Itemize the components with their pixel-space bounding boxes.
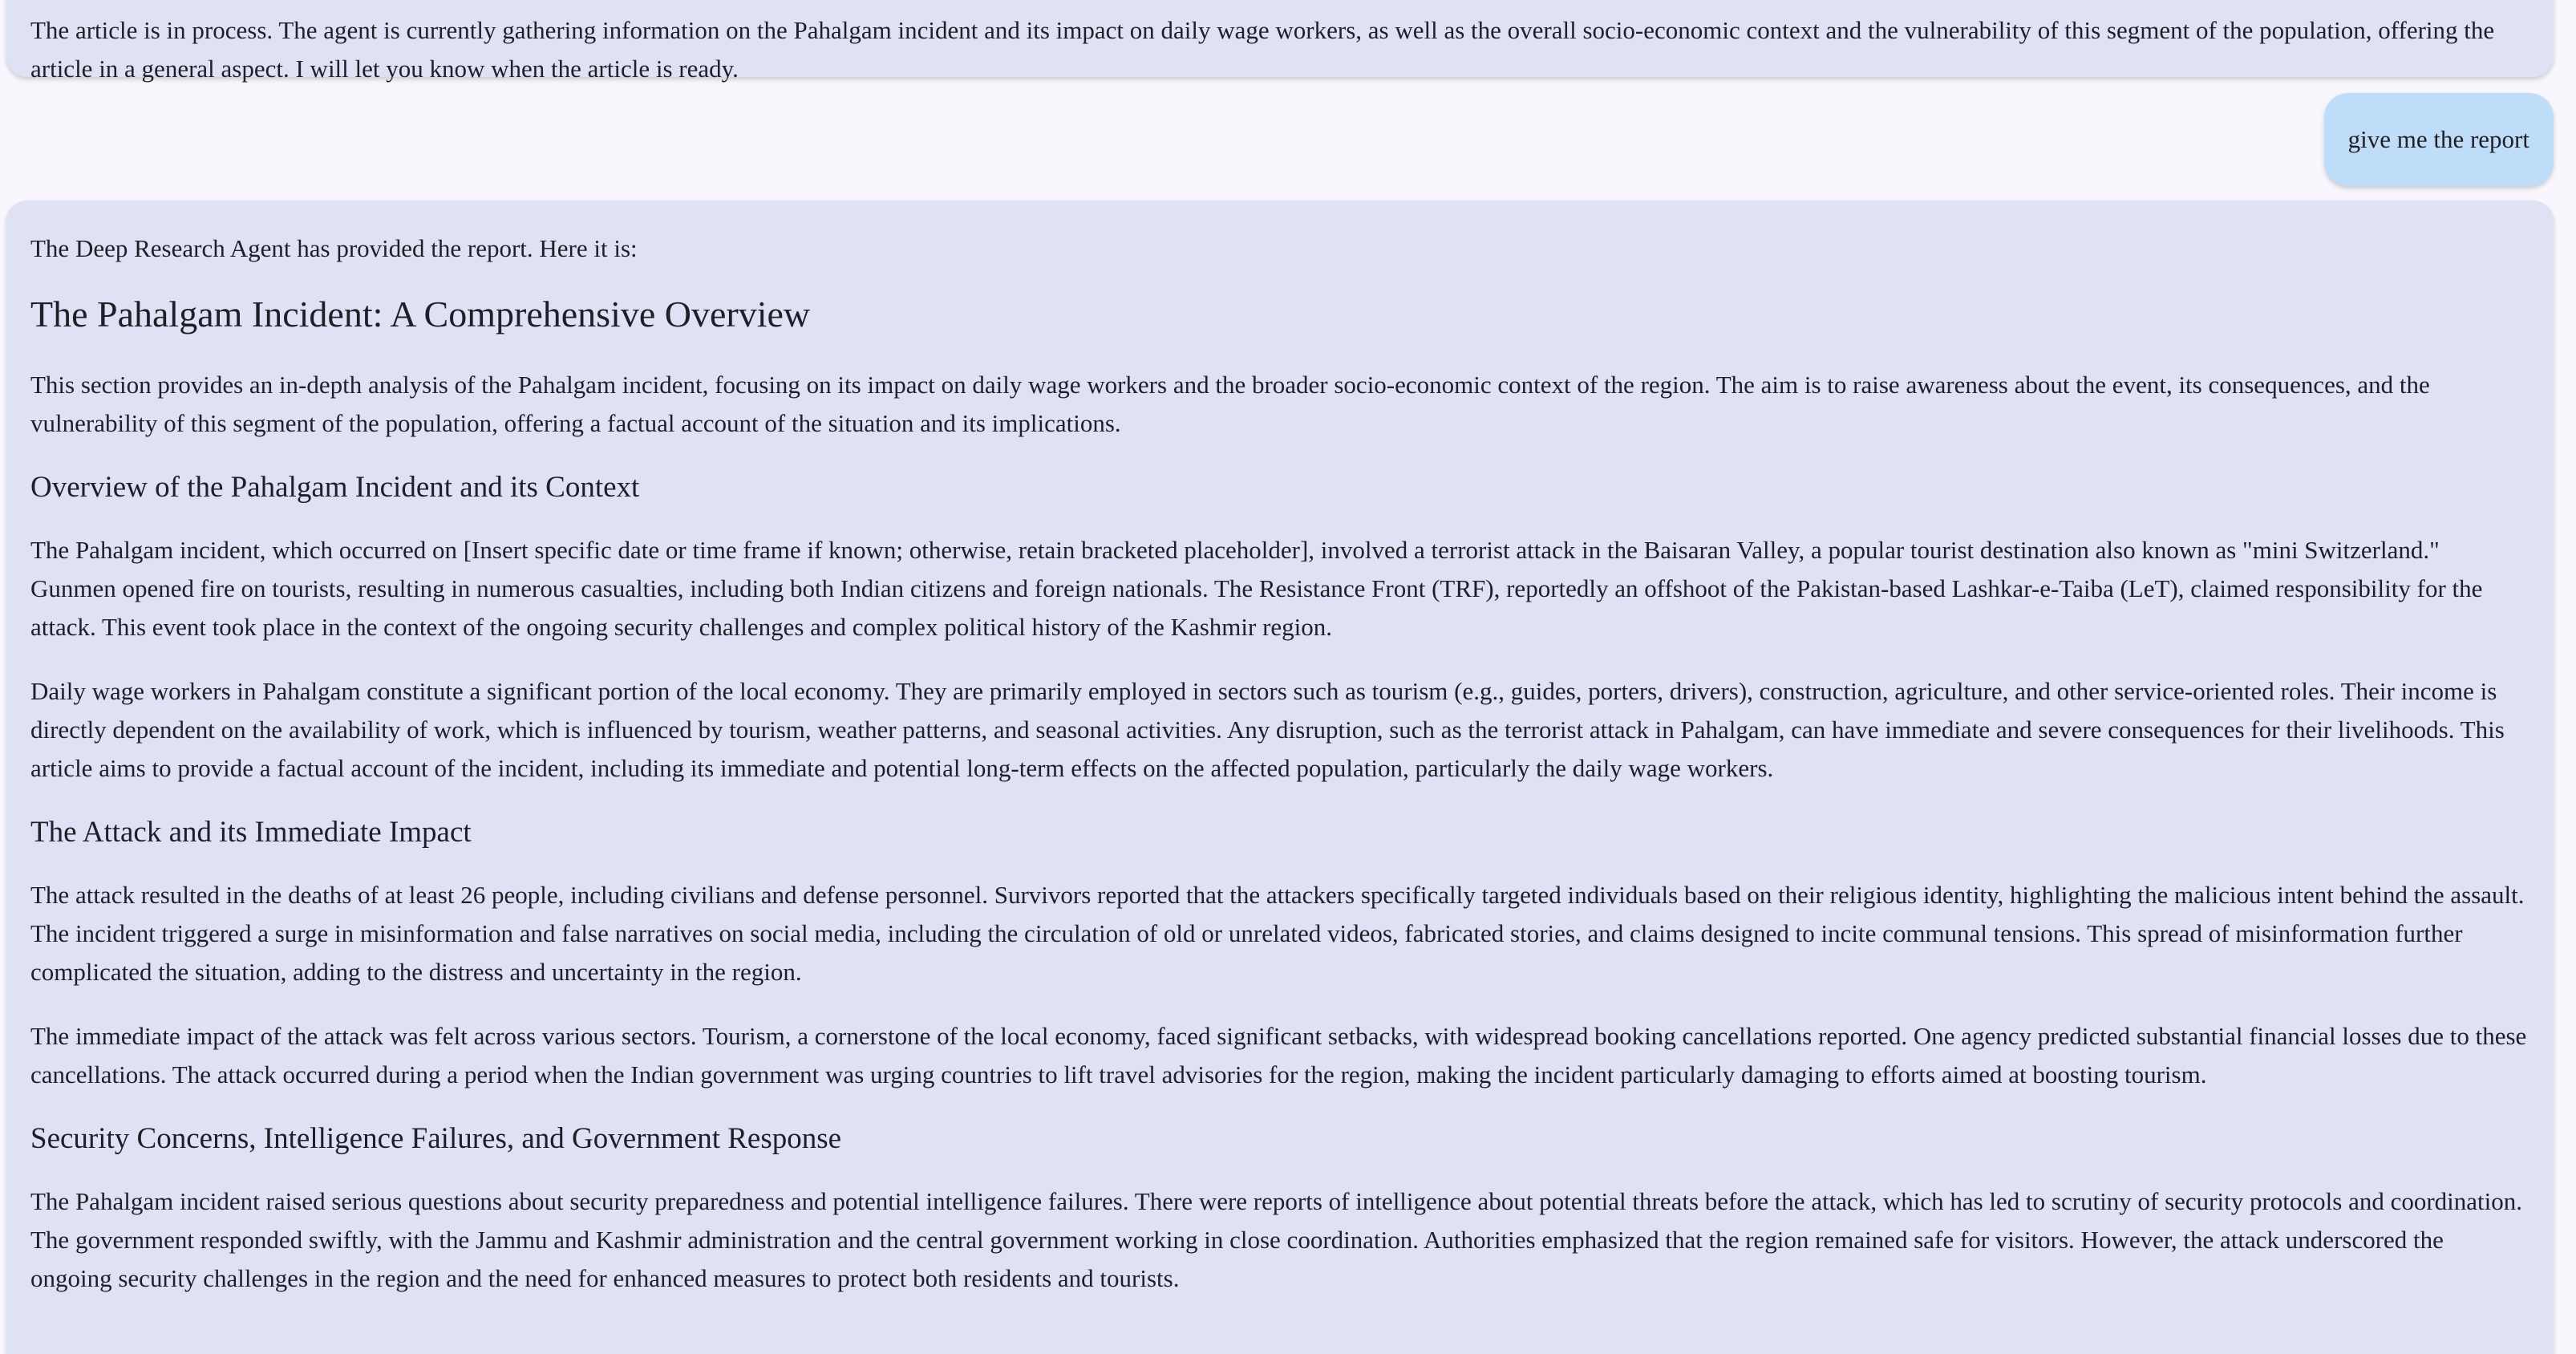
report-intro: The Deep Research Agent has provided the report. Here it is:	[30, 234, 638, 262]
user-message	[2324, 93, 2554, 186]
agent-message-status	[6, 0, 2554, 83]
report-heading-attack: The Attack and its Immediate Impact	[30, 816, 472, 849]
report-paragraph: The attack resulted in the deaths of at least 26 people, including civilians and defense personnel. Survivors reported that the attackers specifically targeted individuals based on their religious identity, highlighting the malicious intent behind the assault. The incident triggered a surge in misinformation and false narratives on social media, including the circulation of old or unrelated videos, fabricated stories, and claims designed to incite communal tensions. This spread of misinformation further complicated the situation, adding to the distress and uncertainty in the region.	[30, 881, 2525, 986]
agent-message-report	[6, 201, 2554, 1354]
report-title: The Pahalgam Incident: A Comprehensive Overview	[30, 294, 811, 334]
report-paragraph: The Pahalgam incident raised serious questions about security preparedness and potential intelligence failures. There were reports of intelligence about potential threats before the attack, which has led to scrutiny of security protocols and coordination. The government responded swiftly, with the Jammu and Kashmir administration and the central government working in close coordination. Authorities emphasized that the region remained safe for visitors. However, the attack underscored the ongoing security challenges in the region and the need for enhanced measures to protect both residents and tourists.	[30, 1187, 2523, 1292]
user-message-text: give me the report	[2347, 125, 2529, 153]
report-paragraph: The Pahalgam incident, which occurred on [Insert specific date or time frame if known; otherwise, retain bracketed placeholder], involved a terrorist attack in the Baisaran Valley, a popular tourist destination also known as "mini Switzerland." Gunmen opened fire on tourists, resulting in numerous casualties, including both Indian citizens and foreign nationals. The Resistance Front (TRF), reportedly an offshoot of the Pakistan-based Lashkar-e-Taiba (LeT), claimed responsibility for the attack. This event took place in the context of the ongoing security challenges and complex political history of the Kashmir region.	[30, 536, 2483, 641]
report-heading-security: Security Concerns, Intelligence Failures, and Government Response	[30, 1122, 842, 1155]
report-paragraph: Daily wage workers in Pahalgam constitute a significant portion of the local economy. They are primarily employed in sectors such as tourism (e.g., guides, porters, drivers), construction, agriculture, and other service-oriented roles. Their income is directly dependent on the availability of work, which is influenced by tourism, weather patterns, and seasonal activities. Any disruption, such as the terrorist attack in Pahalgam, can have immediate and severe consequences for their livelihoods. This article aims to provide a factual account of the incident, including its immediate and potential long-term effects on the affected population, particularly the daily wage workers.	[30, 677, 2505, 782]
report-heading-overview: Overview of the Pahalgam Incident and its Context	[30, 471, 640, 504]
report-paragraph: The immediate impact of the attack was felt across various sectors. Tourism, a cornerstone of the local economy, faced significant setbacks, with widespread booking cancellations reported. One agency predicted substantial financial losses due to these cancellations. The attack occurred during a period when the Indian government was urging countries to lift travel advisories for the region, making the incident particularly damaging to efforts aimed at boosting tourism.	[30, 1022, 2527, 1088]
report-paragraph: This section provides an in-depth analysis of the Pahalgam incident, focusing on its impact on daily wage workers and the broader socio-economic context of the region. The aim is to raise awareness about the event, its consequences, and the vulnerability of this segment of the population, offering a factual account of the situation and its implications.	[30, 371, 2430, 437]
agent-message-text: The article is in process. The agent is currently gathering information on the Pahalgam incident and its impact on daily wage workers, as well as the overall socio-economic context and the vulnerability of this segment of the population, offering the article in a general aspect. I will let you know when the article is ready.	[30, 16, 2495, 83]
